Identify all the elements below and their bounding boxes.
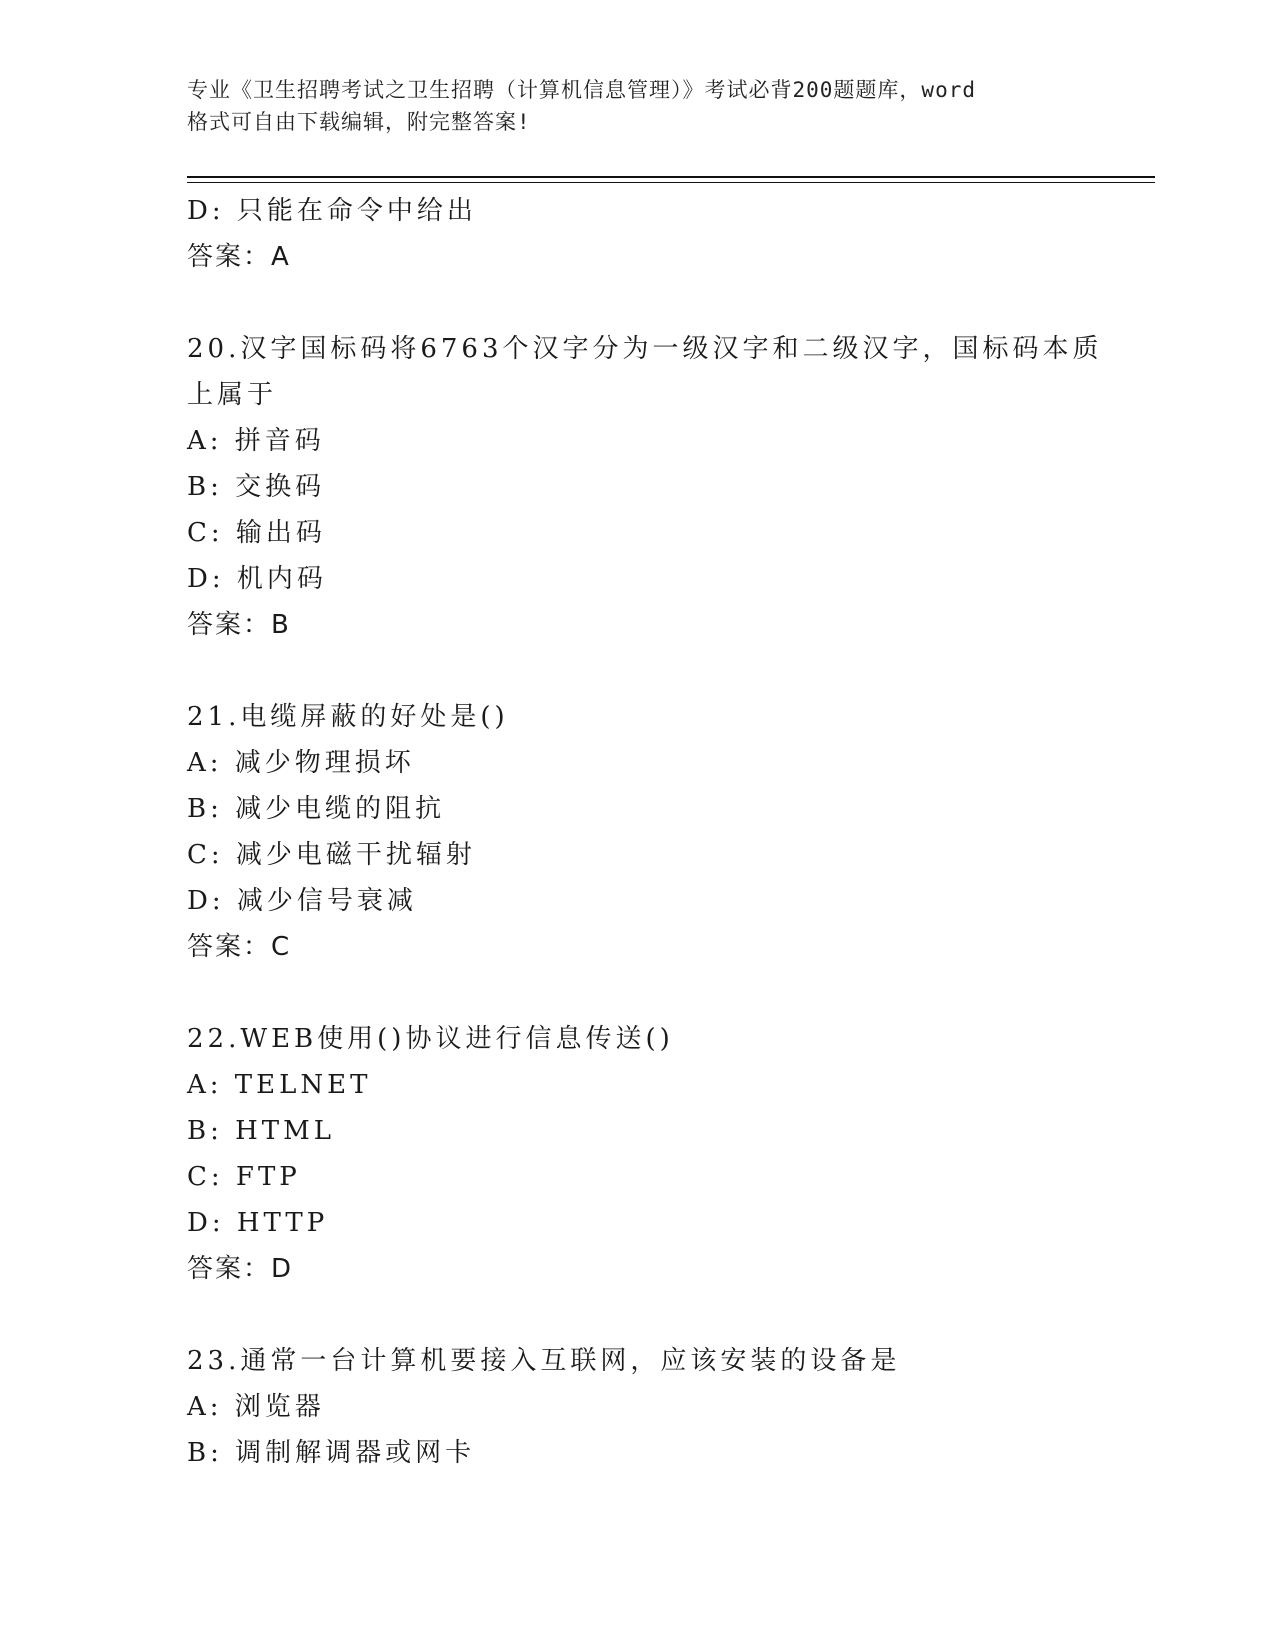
question-stem: 23.通常一台计算机要接入互联网，应该安装的设备是	[187, 1346, 901, 1376]
option-a: A: 浏览器	[187, 1392, 325, 1422]
question-stem: 21.电缆屏蔽的好处是()	[187, 702, 509, 732]
option-d: D: 机内码	[187, 564, 327, 594]
question-stem-continued: 上属于	[187, 380, 278, 410]
header-line-1: 专业《卫生招聘考试之卫生招聘（计算机信息管理）》考试必背200题题库，word	[187, 78, 976, 102]
question-list	[187, 188, 1103, 1476]
spacer	[187, 648, 1087, 694]
option-b: B: HTML	[187, 1116, 336, 1146]
question-stem: 20.汉字国标码将6763个汉字分为一级汉字和二级汉字，国标码本质	[187, 334, 1103, 364]
question-21	[187, 694, 1087, 970]
answer: 答案：D	[187, 1254, 294, 1284]
document-header	[187, 74, 1087, 138]
question-stem: 22.WEB使用()协议进行信息传送()	[187, 1024, 674, 1054]
question-22	[187, 1016, 1087, 1292]
spacer	[187, 280, 1087, 326]
answer: 答案：B	[187, 610, 291, 640]
option-a: A: TELNET	[187, 1070, 372, 1100]
option-a: A: 减少物理损坏	[187, 748, 415, 778]
question-23	[187, 1338, 1087, 1476]
option-a: A: 拼音码	[187, 426, 325, 456]
option-b: B: 调制解调器或网卡	[187, 1438, 476, 1468]
question-19	[187, 188, 1087, 280]
spacer	[187, 970, 1087, 1016]
header-divider-thin	[187, 182, 1155, 183]
header-line-2: 格式可自由下载编辑，附完整答案!	[187, 110, 531, 134]
option-c: C: 减少电磁干扰辐射	[187, 840, 476, 870]
question-20	[187, 326, 1103, 648]
spacer	[187, 1292, 1087, 1338]
option-d: D: 只能在命令中给出	[187, 196, 477, 226]
answer: 答案：A	[187, 242, 291, 272]
option-c: C: 输出码	[187, 518, 326, 548]
option-d: D: 减少信号衰减	[187, 886, 417, 916]
answer: 答案：C	[187, 932, 292, 962]
option-c: C: FTP	[187, 1162, 301, 1192]
header-divider-thick	[187, 176, 1155, 178]
option-d: D: HTTP	[187, 1208, 329, 1238]
option-b: B: 减少电缆的阻抗	[187, 794, 446, 824]
option-b: B: 交换码	[187, 472, 326, 502]
